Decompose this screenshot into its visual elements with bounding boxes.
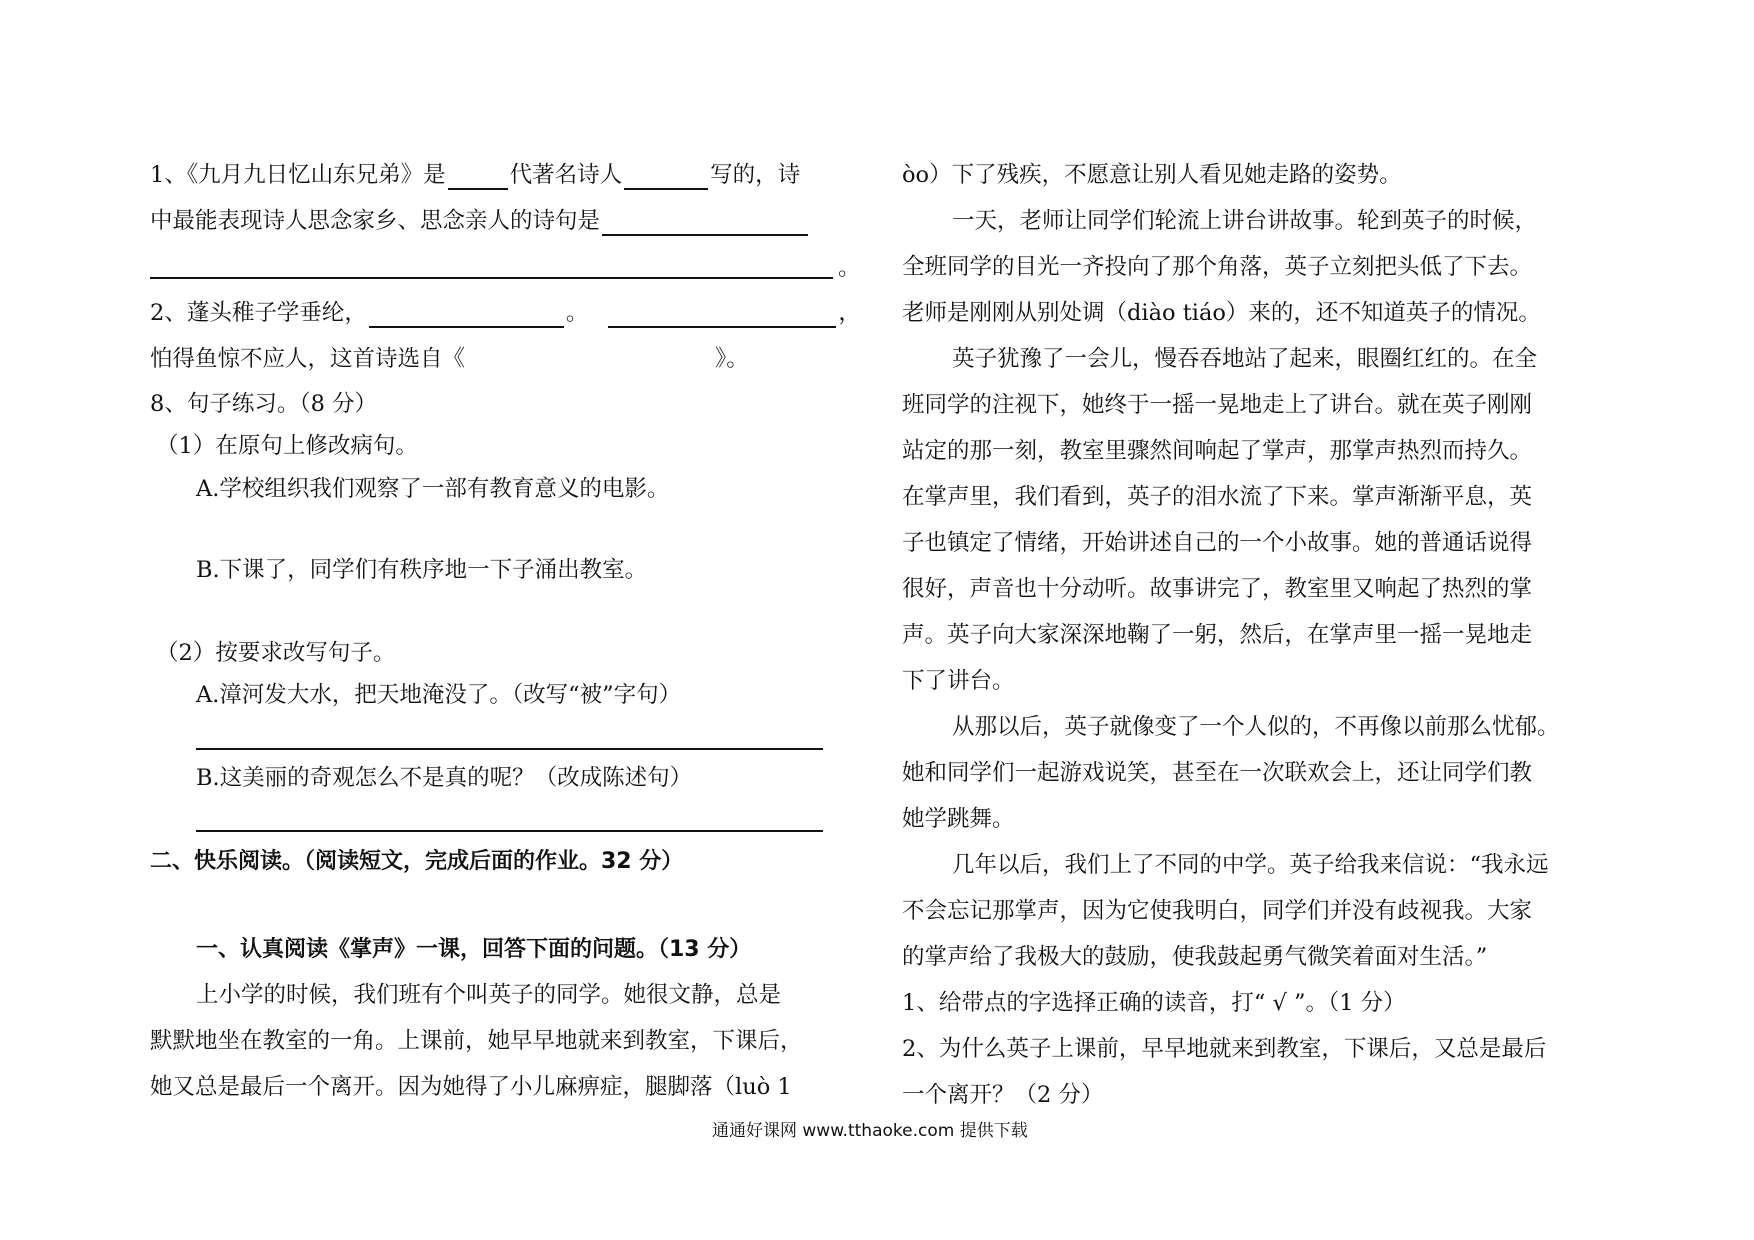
question-1: 1、给带点的字选择正确的读音，打“ √ ”。（1 分） xyxy=(902,990,1406,1016)
q2-line1 xyxy=(150,298,861,328)
q2-text-2: 。 xyxy=(565,300,589,326)
q1-text-1: 1、《九月九日忆山东兄弟》是 xyxy=(150,162,446,188)
q1-text-2: 代著名诗人 xyxy=(509,162,623,188)
q1-line2 xyxy=(150,206,810,236)
reading-title: 一、认真阅读《掌声》一课，回答下面的问题。（13 分） xyxy=(196,937,752,962)
section2-heading: 二、快乐阅读。（阅读短文，完成后面的作业。32 分） xyxy=(150,849,684,874)
passage-line-1: 上小学的时候，我们班有个叫英子的同学。她很文静，总是 xyxy=(196,982,782,1008)
right-line-11: 声。英子向大家深深地鞠了一躬，然后，在掌声里一摇一晃地走 xyxy=(902,622,1533,648)
right-line-17: 不会忘记那掌声，因为它使我明白，同学们并没有歧视我。大家 xyxy=(902,898,1533,924)
right-line-10: 很好，声音也十分动听。故事讲完了，教室里又响起了热烈的掌 xyxy=(902,576,1533,602)
q1-blank-verse-a[interactable] xyxy=(602,210,808,236)
right-line-4: 老师是刚刚从别处调（diào tiáo）来的，还不知道英子的情况。 xyxy=(902,300,1541,326)
q1-end-mark: 。 xyxy=(838,255,861,281)
q2-text-5: 》。 xyxy=(715,346,749,372)
right-line-8: 在掌声里，我们看到，英子的泪水流了下来。掌声渐渐平息，英 xyxy=(902,484,1533,510)
q2-text-1: 2、蓬头稚子学垂纶， xyxy=(150,300,367,326)
right-line-13: 从那以后，英子就像变了一个人似的，不再像以前那么忧郁。 xyxy=(952,714,1560,740)
q8-b2: B.这美丽的奇观怎么不是真的呢？（改成陈述句） xyxy=(196,765,693,791)
q1-text-3: 写的，诗 xyxy=(710,162,801,188)
q2-blank-b[interactable] xyxy=(608,302,836,328)
q2-text-4: 怕得鱼惊不应人，这首诗选自《 xyxy=(150,346,466,372)
q8-b1: B.下课了，同学们有秩序地一下子涌出教室。 xyxy=(196,557,648,583)
q8-a1: A.学校组织我们观察了一部有教育意义的电影。 xyxy=(196,476,670,502)
q1-line1 xyxy=(150,160,800,190)
right-line-15: 她学跳舞。 xyxy=(902,806,1015,832)
right-line-3: 全班同学的目光一齐投向了那个角落，英子立刻把头低了下去。 xyxy=(902,254,1533,280)
right-line-1: òo）下了残疾，不愿意让别人看见她走路的姿势。 xyxy=(902,162,1402,188)
passage-line-2: 默默地坐在教室的一角。上课前，她早早地就来到教室，下课后， xyxy=(150,1028,803,1054)
q1-blank-verse-b[interactable] xyxy=(150,277,833,279)
right-line-16: 几年以后，我们上了不同的中学。英子给我来信说：“我永远 xyxy=(952,852,1549,878)
right-line-7: 站定的那一刻，教室里骤然间响起了掌声，那掌声热烈而持久。 xyxy=(902,438,1533,464)
q8-a2: A.漳河发大水，把天地淹没了。（改写“被”字句） xyxy=(196,682,682,708)
q1-text-4: 中最能表现诗人思念家乡、思念亲人的诗句是 xyxy=(150,208,601,234)
q1-blank-poet[interactable] xyxy=(624,164,708,190)
footer-watermark: 通通好课网 www.tthaoke.com 提供下载 xyxy=(712,1121,1028,1141)
right-line-6: 班同学的注视下，她终于一摇一晃地走上了讲台。就在英子刚刚 xyxy=(902,392,1533,418)
right-line-9: 子也镇定了情绪，开始讲述自己的一个小故事。她的普通话说得 xyxy=(902,530,1533,556)
q2-line2 xyxy=(150,344,749,374)
right-line-2: 一天，老师让同学们轮流上讲台讲故事。轮到英子的时候， xyxy=(952,208,1538,234)
q8-sub1: （1）在原句上修改病句。 xyxy=(156,433,418,459)
q2-text-3: ， xyxy=(838,300,861,326)
right-line-12: 下了讲台。 xyxy=(902,668,1015,694)
question-2-cont: 一个离开？（2 分） xyxy=(902,1082,1104,1108)
q8-sub2: （2）按要求改写句子。 xyxy=(156,640,396,666)
right-line-18: 的掌声给了我极大的鼓励，使我鼓起勇气微笑着面对生活。” xyxy=(902,944,1488,970)
q1-blank-dynasty[interactable] xyxy=(448,164,508,190)
q2-blank-a[interactable] xyxy=(369,302,564,328)
q8-title: 8、句子练习。（8 分） xyxy=(150,391,378,417)
q8-b2-answer-line[interactable] xyxy=(196,830,823,832)
question-2: 2、为什么英子上课前，早早地就来到教室，下课后，又总是最后 xyxy=(902,1036,1547,1062)
q8-a2-answer-line[interactable] xyxy=(196,748,823,750)
passage-line-3: 她又总是最后一个离开。因为她得了小儿麻痹症，腿脚落（luò 1 xyxy=(150,1074,792,1100)
right-line-5: 英子犹豫了一会儿，慢吞吞地站了起来，眼圈红红的。在全 xyxy=(952,346,1538,372)
right-line-14: 她和同学们一起游戏说笑，甚至在一次联欢会上，还让同学们教 xyxy=(902,760,1533,786)
